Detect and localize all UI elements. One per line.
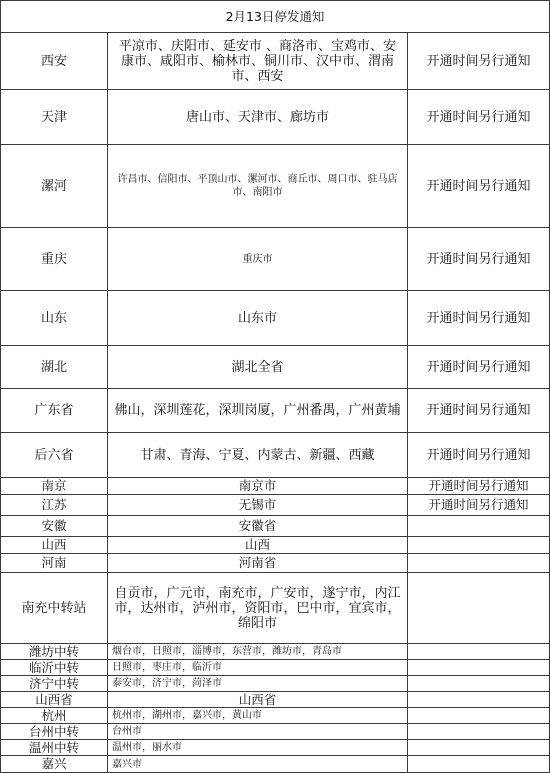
region-cell: 漯河 — [1, 145, 108, 228]
cities-cell: 甘肃、青海、宁夏、内蒙古、新疆、西藏 — [108, 433, 408, 478]
note-cell: 开通时间另行通知 — [408, 33, 550, 90]
region-cell: 西安 — [1, 33, 108, 90]
region-cell: 后六省 — [1, 433, 108, 478]
table-row — [1, 291, 550, 346]
region-cell: 广东省 — [1, 389, 108, 433]
note-cell — [408, 756, 550, 773]
table-row — [1, 433, 550, 478]
cities-cell: 泰安市，济宁市，菏泽市 — [108, 676, 408, 692]
cities-cell: 杭州市，湖州市，嘉兴市，黄山市 — [108, 708, 408, 724]
note-cell — [408, 537, 550, 554]
note-cell — [408, 740, 550, 756]
note-cell — [408, 692, 550, 708]
table-row — [1, 692, 550, 708]
table-row — [1, 516, 550, 537]
cities-cell: 温州市，丽水市 — [108, 740, 408, 756]
region-cell: 河南 — [1, 554, 108, 573]
note-cell — [408, 516, 550, 537]
note-cell — [408, 676, 550, 692]
note-cell — [408, 554, 550, 573]
table-row — [1, 573, 550, 644]
cities-cell: 安徽省 — [108, 516, 408, 537]
region-cell: 重庆 — [1, 228, 108, 291]
note-cell — [408, 724, 550, 740]
cities-cell: 佛山，深圳莲花，深圳岗厦，广州番禺，广州黄埔 — [108, 389, 408, 433]
cities-cell: 许昌市、信阳市、平顶山市、漯河市、商丘市、周口市、驻马店市、南阳市 — [108, 145, 408, 228]
table-row — [1, 554, 550, 573]
note-cell: 开通时间另行通知 — [408, 291, 550, 346]
cities-cell: 日照市，枣庄市，临沂市 — [108, 660, 408, 676]
region-cell: 山东 — [1, 291, 108, 346]
region-cell: 杭州 — [1, 708, 108, 724]
table-row — [1, 478, 550, 495]
table-row — [1, 756, 550, 773]
region-cell: 安徽 — [1, 516, 108, 537]
note-cell: 开通时间另行通知 — [408, 145, 550, 228]
cities-cell: 山东市 — [108, 291, 408, 346]
table-row — [1, 644, 550, 660]
table-row — [1, 740, 550, 756]
cities-cell: 唐山市、天津市、廊坊市 — [108, 90, 408, 145]
table-row — [1, 33, 550, 90]
note-cell: 开通时间另行通知 — [408, 90, 550, 145]
region-cell: 台州中转 — [1, 724, 108, 740]
region-cell: 济宁中转 — [1, 676, 108, 692]
note-cell — [408, 708, 550, 724]
cities-cell: 烟台市，日照市，淄博市，东营市，潍坊市，青岛市 — [108, 644, 408, 660]
cities-cell: 山西省 — [108, 692, 408, 708]
table-row — [1, 537, 550, 554]
table-row — [1, 145, 550, 228]
table-row — [1, 228, 550, 291]
region-cell: 江苏 — [1, 495, 108, 516]
table-row — [1, 724, 550, 740]
cities-cell: 嘉兴市 — [108, 756, 408, 773]
table-row — [1, 90, 550, 145]
region-cell: 山西 — [1, 537, 108, 554]
note-cell: 开通时间另行通知 — [408, 495, 550, 516]
table-row — [1, 708, 550, 724]
cities-cell: 南京市 — [108, 478, 408, 495]
region-cell: 湖北 — [1, 346, 108, 389]
region-cell: 山西省 — [1, 692, 108, 708]
table-row — [1, 495, 550, 516]
note-cell: 开通时间另行通知 — [408, 346, 550, 389]
cities-cell: 台州市 — [108, 724, 408, 740]
table-row — [1, 676, 550, 692]
cities-cell: 山西 — [108, 537, 408, 554]
note-cell: 开通时间另行通知 — [408, 433, 550, 478]
note-cell — [408, 573, 550, 644]
cities-cell: 平凉市、庆阳市、延安市 、商洛市、宝鸡市、安康市、咸阳市、榆林市、铜川市、汉中市、渭南市、西安 — [108, 33, 408, 90]
region-cell: 潍坊中转 — [1, 644, 108, 660]
region-cell: 南充中转站 — [1, 573, 108, 644]
note-cell: 开通时间另行通知 — [408, 228, 550, 291]
cities-cell: 自贡市，广元市，南充市，广安市，遂宁市，内江市，达州市，泸州市，资阳市，巴中市，宜宾市，绵阳市 — [108, 573, 408, 644]
note-cell — [408, 660, 550, 676]
table-row — [1, 660, 550, 676]
title-row — [1, 1, 550, 33]
note-cell: 开通时间另行通知 — [408, 389, 550, 433]
cities-cell: 湖北全省 — [108, 346, 408, 389]
table-row — [1, 389, 550, 433]
region-cell: 温州中转 — [1, 740, 108, 756]
cities-cell: 河南省 — [108, 554, 408, 573]
region-cell: 嘉兴 — [1, 756, 108, 773]
note-cell: 开通时间另行通知 — [408, 478, 550, 495]
cities-cell: 重庆市 — [108, 228, 408, 291]
region-cell: 临沂中转 — [1, 660, 108, 676]
cities-cell: 无锡市 — [108, 495, 408, 516]
region-cell: 南京 — [1, 478, 108, 495]
region-cell: 天津 — [1, 90, 108, 145]
note-cell — [408, 644, 550, 660]
table-title: 2月13日停发通知 — [1, 1, 550, 33]
table-row — [1, 346, 550, 389]
